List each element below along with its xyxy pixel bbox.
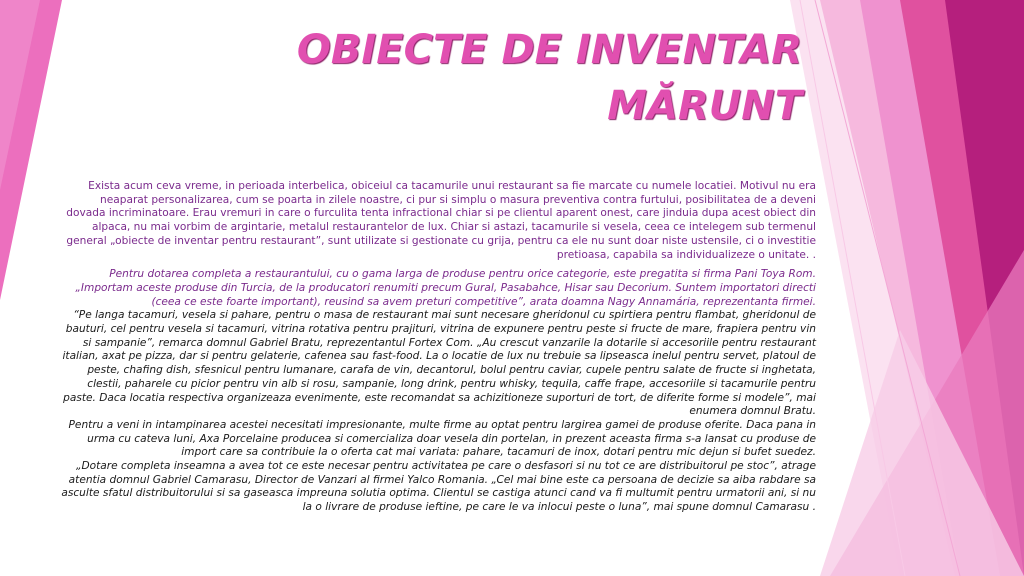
axa-paragraph: Pentru a veni in intampinarea acestei necesitati impresionante, multe firme au optat pentru largirea gamei de produse oferite. Daca pana in urma cu cateva luni, Axa Porcelaine producea si comercializa doar vesela din portelan, in prezent aceasta firma s-a lansat cu produse de import care sa contribuie la o oferta cat mai variata: pahare, tacamuri de inox, dotari pentru mic dejun si bufet suedez. xyxy=(68,418,816,459)
slide-body xyxy=(60,180,816,515)
slide-title-line-1: OBIECTE DE INVENTAR xyxy=(296,27,802,73)
intro-paragraph: Exista acum ceva vreme, in perioada interbelica, obiceiul ca tacamurile unui restaurant sa fie marcate cu numele locatiei. Motivul nu era neaparat personalizarea, cum se poarta in zilele noastre, ci pur si simplu o masura preventiva contra furtului, posibilitatea de a deveni dovada incriminatoare. Erau vremuri in care o furculita tenta infractional chiar si pe clientul aparent onest, care jinduia dupa acest obiect din alpaca, nu mai vorbim de argintarie, metalul restaurantelor de lux. Chiar si astazi, tacamurile si vesela, ceea ce intelegem sub termenul general „obiecte de inventar pentru restaurant”, sunt utilizate si gestionate cu grija, pentru ca ele nu sunt doar niste ustensile, ci o investitie pretioasa, capabila sa individualizeze o unitate. . xyxy=(66,180,816,261)
fortex-paragraph: “Pe langa tacamuri, vesela si pahare, pentru o masa de restaurant mai sunt necesare gheridonul cu spirtiera pentru flambat, gheridonul de bauturi, cel pentru vesela si tacamuri, vitrina rotativa pentru prajituri, vitrina de expunere pentru peste si fructe de mare, frapiera pentru vin si sampanie”, remarca domnul Gabriel Bratu, reprezentantul Fortex Com. „Au crescut vanzarile la dotarile si accesoriile pentru restaurant italian, axat pe pizza, dar si pentru gelaterie, cafenea sau fast-food. La o locatie de lux nu trebuie sa lipseasca inelul pentru servet, platoul de peste, chafing dish, sfesnicul pentru lumanare, carafa de vin, decantorul, bolul pentru caviar, cupele pentru salate de fructe si inghetata, clestii, paharele cu picior pentru vin alb si rosu, sampanie, long drink, pentru whisky, tequila, caffe frape, accesoriile si tacamurile pentru paste. Daca locatia respectiva organizeaza evenimente, este recomandat sa achizitioneze suporturi de tort, de diferite forme si modele”, mai enumera domnul Bratu. xyxy=(62,309,816,418)
pani-toya-paragraph: Pentru dotarea completa a restaurantului, cu o gama larga de produse pentru orice categorie, este pregatita si firma Pani Toya Rom. „Importam aceste produse din Turcia, de la producatori renumiti precum Gural, Pasabahce, Hisar sau Decorium. Suntem importatori directi (ceea ce este foarte important), reusind sa avem preturi competitive”, arata doamna Nagy Annamária, reprezentanta firmei. xyxy=(75,268,816,308)
yalco-paragraph: „Dotare completa inseamna a avea tot ce este necesar pentru activitatea pe care o desfasori si nu tot ce are distribuitorul pe stoc”, atrage atentia domnul Gabriel Camarasu, Director de Vanzari al firmei Yalco Romania. „Cel mai bine este ca persoana de decizie sa aiba rabdare sa asculte sfatul distribuitorului si sa gaseasca impreuna solutia optima. Clientul se castiga atunci cand va fi multumit pentru urmatorii ani, si nu la o livrare de produse ieftine, pe care le va inlocui peste o luna”, mai spune domnul Camarasu . xyxy=(61,460,816,514)
slide-title xyxy=(180,22,802,134)
slide-title-line-2: MĂRUNT xyxy=(607,83,802,129)
